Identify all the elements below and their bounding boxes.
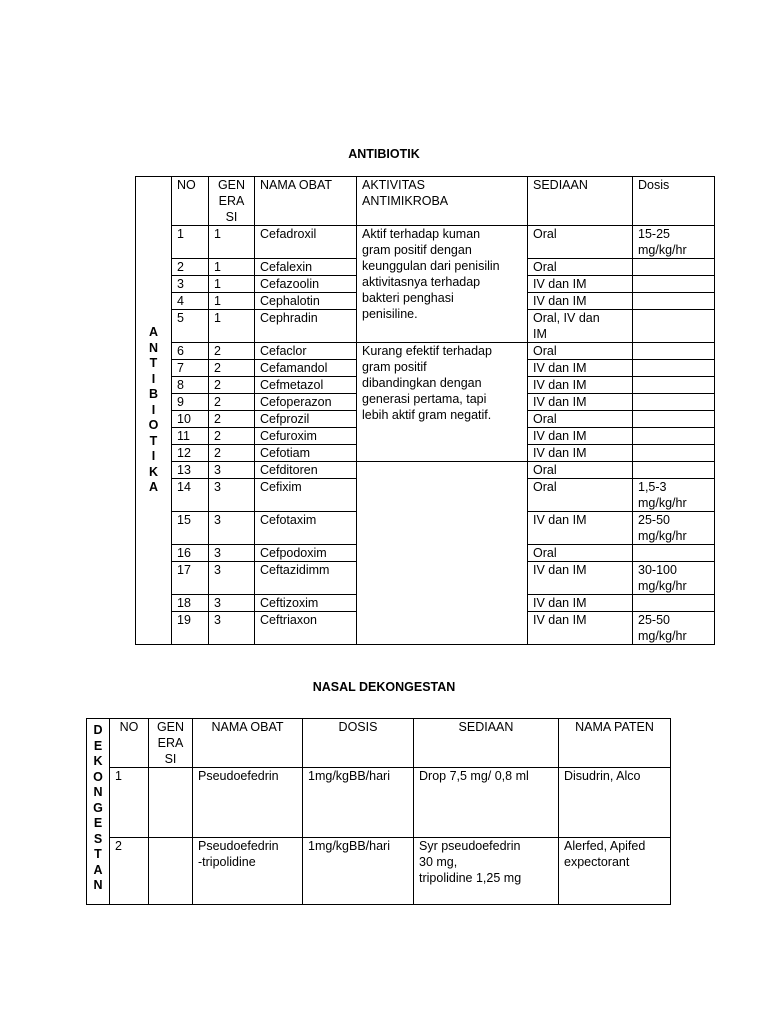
- activity-gen2-line: gram positif: [362, 360, 427, 374]
- header-aktivitas-line: ANTIMIKROBA: [362, 194, 449, 208]
- side-letter: D: [93, 723, 103, 737]
- activity-gen1-line: keunggulan dari penisilin: [362, 259, 500, 273]
- nasal-dekongestan-title: NASAL DEKONGESTAN: [312, 680, 456, 694]
- cell-no: 2: [172, 259, 209, 276]
- cell-nama-obat: Cephalotin: [255, 293, 357, 310]
- activity-gen1-line: bakteri penghasi: [362, 291, 454, 305]
- header-generasi: [209, 177, 255, 226]
- cell-sediaan: IV dan IM: [528, 394, 633, 411]
- cell-nama-obat: Cefamandol: [255, 360, 357, 377]
- header-dosis: DOSIS: [303, 719, 414, 768]
- cell-nama-obat: Ceftazidimm: [255, 562, 357, 595]
- cell-generasi: 2: [209, 445, 255, 462]
- side-letter: I: [151, 449, 156, 464]
- header-dosis: Dosis: [633, 177, 715, 226]
- header-no: NO: [172, 177, 209, 226]
- cell-sediaan: IV dan IM: [528, 276, 633, 293]
- cell-dosis: [633, 512, 715, 545]
- cell-no: 18: [172, 595, 209, 612]
- cell-nama-obat: Cefprozil: [255, 411, 357, 428]
- cell-dosis-line: 25-50: [638, 613, 670, 627]
- side-letter: E: [93, 816, 103, 830]
- cell-nama-obat: [193, 838, 303, 905]
- header-sediaan: SEDIAAN: [528, 177, 633, 226]
- cell-no: 7: [172, 360, 209, 377]
- cell-generasi: 3: [209, 462, 255, 479]
- table-row: [87, 768, 671, 838]
- activity-gen1-line: penisiline.: [362, 307, 418, 321]
- side-letter: O: [148, 418, 159, 433]
- cell-generasi: 2: [209, 360, 255, 377]
- cell-no: 1: [110, 768, 149, 838]
- cell-no: 3: [172, 276, 209, 293]
- cell-dosis: [633, 259, 715, 276]
- cell-generasi: 2: [209, 428, 255, 445]
- header-nama-obat: NAMA OBAT: [255, 177, 357, 226]
- cell-no: 2: [110, 838, 149, 905]
- cell-dosis: [633, 310, 715, 343]
- cell-sediaan: [414, 768, 559, 838]
- cell-sediaan-line: Drop 7,5 mg/ 0,8 ml: [419, 769, 529, 783]
- cell-nama-obat-line: -tripolidine: [198, 855, 256, 869]
- cell-dosis: [633, 343, 715, 360]
- activity-gen2-line: generasi pertama, tapi: [362, 392, 487, 406]
- cell-dosis: [633, 226, 715, 259]
- cell-nama-obat: Cefaclor: [255, 343, 357, 360]
- table-row: [136, 226, 715, 259]
- cell-no: 6: [172, 343, 209, 360]
- cell-dosis-line: 1,5-3: [638, 480, 667, 494]
- cell-sediaan: Oral: [528, 411, 633, 428]
- cell-generasi: 1: [209, 226, 255, 259]
- cell-no: 13: [172, 462, 209, 479]
- header-generasi-line: ERA: [157, 736, 184, 750]
- side-label: [136, 177, 172, 645]
- cell-nama-obat: Cefotiam: [255, 445, 357, 462]
- cell-sediaan-line: Oral, IV dan: [533, 311, 600, 325]
- side-letter: N: [93, 878, 103, 892]
- cell-sediaan-line: IM: [533, 327, 547, 341]
- side-letter: K: [93, 754, 103, 768]
- header-row: [136, 177, 715, 226]
- cell-dosis: [633, 562, 715, 595]
- nasal-dekongestan-table: [86, 718, 671, 905]
- side-label: [87, 719, 110, 905]
- cell-generasi: 3: [209, 612, 255, 645]
- cell-no: 15: [172, 512, 209, 545]
- activity-gen1-line: gram positif dengan: [362, 243, 472, 257]
- side-letter: K: [148, 464, 159, 479]
- activity-gen1-line: aktivitasnya terhadap: [362, 275, 481, 289]
- table-row: [136, 343, 715, 360]
- activity-gen2-line: dibandingkan dengan: [362, 376, 482, 390]
- cell-dosis: [633, 360, 715, 377]
- cell-no: 11: [172, 428, 209, 445]
- side-letter: A: [148, 325, 159, 340]
- cell-generasi: [149, 838, 193, 905]
- cell-generasi: 2: [209, 377, 255, 394]
- cell-generasi: 1: [209, 259, 255, 276]
- cell-dosis: [633, 293, 715, 310]
- side-letter: T: [149, 433, 158, 448]
- cell-nama-obat: Ceftizoxim: [255, 595, 357, 612]
- cell-sediaan-line: Syr pseudoefedrin: [419, 839, 521, 853]
- cell-sediaan-line: tripolidine 1,25 mg: [419, 871, 522, 885]
- cell-dosis: [633, 595, 715, 612]
- cell-no: 19: [172, 612, 209, 645]
- activity-gen3: [357, 462, 528, 645]
- side-letter: T: [149, 356, 158, 371]
- activity-gen2: [357, 343, 528, 462]
- cell-sediaan: IV dan IM: [528, 293, 633, 310]
- cell-sediaan: Oral: [528, 343, 633, 360]
- cell-dosis: 1mg/kgBB/hari: [303, 768, 414, 838]
- cell-sediaan: [414, 838, 559, 905]
- cell-nama-paten: [559, 838, 671, 905]
- activity-gen2-line: Kurang efektif terhadap: [362, 344, 492, 358]
- cell-dosis: [633, 276, 715, 293]
- side-letter: I: [151, 371, 156, 386]
- header-aktivitas-line: AKTIVITAS: [362, 178, 425, 192]
- cell-dosis-line: mg/kg/hr: [638, 629, 687, 643]
- cell-no: 10: [172, 411, 209, 428]
- cell-dosis: [633, 394, 715, 411]
- header-generasi-line: ERA: [218, 194, 245, 208]
- side-letter: I: [151, 402, 156, 417]
- cell-nama-obat-line: Pseudoefedrin: [198, 769, 279, 783]
- cell-no: 16: [172, 545, 209, 562]
- header-aktivitas: [357, 177, 528, 226]
- antibiotik-title: ANTIBIOTIK: [348, 147, 420, 161]
- cell-generasi: 2: [209, 394, 255, 411]
- cell-nama-obat: Cefoperazon: [255, 394, 357, 411]
- header-generasi: [149, 719, 193, 768]
- side-letter: N: [148, 340, 159, 355]
- cell-dosis: 1mg/kgBB/hari: [303, 838, 414, 905]
- cell-nama-paten-line: Disudrin, Alco: [564, 769, 641, 783]
- cell-no: 9: [172, 394, 209, 411]
- cell-dosis-line: 25-50: [638, 513, 670, 527]
- cell-nama-obat: Ceftriaxon: [255, 612, 357, 645]
- cell-sediaan: [528, 310, 633, 343]
- cell-generasi: 2: [209, 411, 255, 428]
- cell-nama-obat: Cephradin: [255, 310, 357, 343]
- cell-dosis: [633, 479, 715, 512]
- cell-dosis-line: 15-25: [638, 227, 670, 241]
- cell-dosis: [633, 462, 715, 479]
- cell-dosis: [633, 411, 715, 428]
- cell-generasi: 1: [209, 293, 255, 310]
- cell-dosis-line: mg/kg/hr: [638, 496, 687, 510]
- cell-nama-obat: Cefpodoxim: [255, 545, 357, 562]
- cell-nama-obat: Cefmetazol: [255, 377, 357, 394]
- header-generasi-line: SI: [225, 210, 238, 224]
- cell-sediaan: Oral: [528, 545, 633, 562]
- header-nama-paten: NAMA PATEN: [559, 719, 671, 768]
- side-letter: O: [93, 769, 103, 784]
- cell-dosis: [633, 445, 715, 462]
- cell-dosis-line: mg/kg/hr: [638, 529, 687, 543]
- cell-sediaan: IV dan IM: [528, 360, 633, 377]
- cell-nama-obat: Cefditoren: [255, 462, 357, 479]
- cell-sediaan: Oral: [528, 226, 633, 259]
- cell-dosis-line: mg/kg/hr: [638, 579, 687, 593]
- header-nama-obat: NAMA OBAT: [193, 719, 303, 768]
- cell-sediaan: IV dan IM: [528, 377, 633, 394]
- side-letter: T: [94, 847, 102, 861]
- cell-nama-obat: Cefadroxil: [255, 226, 357, 259]
- cell-nama-paten-line: Alerfed, Apifed: [564, 839, 646, 853]
- side-letter: B: [148, 387, 159, 402]
- activity-gen1-line: Aktif terhadap kuman: [362, 227, 481, 241]
- side-letter: A: [93, 862, 103, 877]
- cell-no: 4: [172, 293, 209, 310]
- cell-dosis: [633, 377, 715, 394]
- cell-nama-obat: Cefalexin: [255, 259, 357, 276]
- cell-generasi: 1: [209, 276, 255, 293]
- cell-nama-obat: Cefixim: [255, 479, 357, 512]
- cell-dosis-line: 30-100: [638, 563, 677, 577]
- cell-generasi: 3: [209, 595, 255, 612]
- activity-gen1: [357, 226, 528, 343]
- cell-nama-obat: Cefazoolin: [255, 276, 357, 293]
- cell-nama-paten: [559, 768, 671, 838]
- cell-nama-obat: [193, 768, 303, 838]
- header-generasi-line: SI: [164, 752, 177, 766]
- cell-sediaan: IV dan IM: [528, 595, 633, 612]
- cell-nama-paten-line: expectorant: [564, 855, 630, 869]
- cell-dosis: [633, 612, 715, 645]
- cell-generasi: [149, 768, 193, 838]
- cell-no: 14: [172, 479, 209, 512]
- side-letter: E: [93, 738, 103, 753]
- activity-gen2-line: lebih aktif gram negatif.: [362, 408, 492, 422]
- header-row: [87, 719, 671, 768]
- cell-generasi: 3: [209, 562, 255, 595]
- cell-generasi: 2: [209, 343, 255, 360]
- cell-generasi: 3: [209, 512, 255, 545]
- cell-generasi: 1: [209, 310, 255, 343]
- antibiotik-table: [135, 176, 715, 645]
- cell-sediaan: Oral: [528, 479, 633, 512]
- header-no: NO: [110, 719, 149, 768]
- cell-sediaan-line: 30 mg,: [419, 855, 458, 869]
- header-generasi-line: GEN: [217, 178, 246, 192]
- cell-nama-obat-line: Pseudoefedrin: [198, 839, 279, 853]
- cell-sediaan: Oral: [528, 259, 633, 276]
- cell-no: 1: [172, 226, 209, 259]
- cell-no: 5: [172, 310, 209, 343]
- cell-generasi: 3: [209, 479, 255, 512]
- cell-nama-obat: Cefuroxim: [255, 428, 357, 445]
- cell-no: 8: [172, 377, 209, 394]
- side-letter: G: [93, 800, 103, 815]
- cell-sediaan: IV dan IM: [528, 428, 633, 445]
- cell-sediaan: IV dan IM: [528, 445, 633, 462]
- cell-generasi: 3: [209, 545, 255, 562]
- cell-sediaan: IV dan IM: [528, 512, 633, 545]
- cell-nama-obat: Cefotaxim: [255, 512, 357, 545]
- header-sediaan: SEDIAAN: [414, 719, 559, 768]
- cell-no: 17: [172, 562, 209, 595]
- cell-no: 12: [172, 445, 209, 462]
- side-letter: S: [93, 831, 103, 846]
- cell-sediaan: IV dan IM: [528, 562, 633, 595]
- header-generasi-line: GEN: [156, 720, 185, 734]
- side-letter: A: [148, 480, 159, 495]
- cell-dosis-line: mg/kg/hr: [638, 243, 687, 257]
- cell-sediaan: Oral: [528, 462, 633, 479]
- cell-dosis: [633, 428, 715, 445]
- table-row: [87, 838, 671, 905]
- cell-sediaan: IV dan IM: [528, 612, 633, 645]
- table-row: [136, 462, 715, 479]
- cell-dosis: [633, 545, 715, 562]
- side-letter: N: [93, 785, 103, 799]
